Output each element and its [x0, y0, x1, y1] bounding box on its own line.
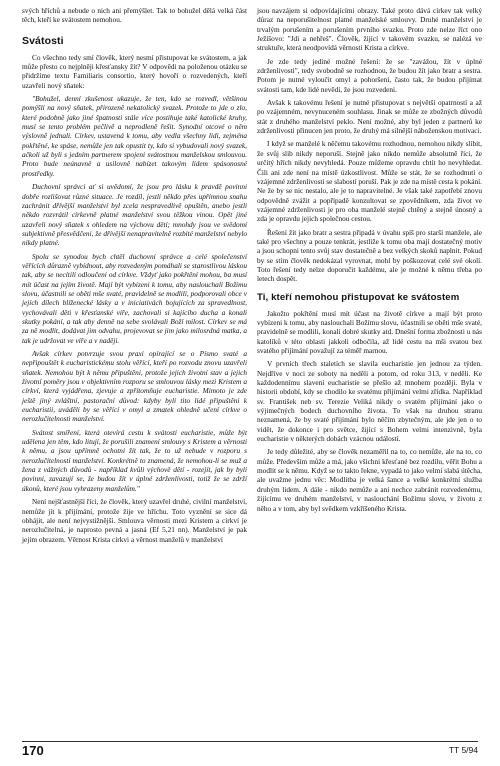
- quote-paragraph: Duchovní správci ať si uvědomí, že jsou pro lásku k pravdě povinni dobře rozlišovat různé situace. Je rozdíl, jestli někdo přes upřímnou snahu zachránit dřívější manželství byl zcela nespravedlivě opuštěn, anebo jestli někdo rozvrátil církevně platné manželství svou těžkou vinou. Opět jiné uzavřeli nový sňatek s ohledem na výchovu dětí; mnohdy jsou ve svědomí subjektivně přesvědčeni, že dřívější nenapravitelně rozbité manželství nebylo nikdy platné.: [22, 182, 247, 248]
- section-heading: Svátosti: [22, 34, 64, 47]
- paragraph: I když se manželé k něčemu takovému rozhodnou, nemohou nikdy slíbit, že svůj slib nikdy neporuší. Stejně jako nikdo nemůže absolutně říci, že určitý hřích nikdy nevyhledá. Pouze můžeme opravdu chtít ho nevyhledat. Čili ani zde není na místě úzkostlivost. Může se stát, že se rozhodnutí o vzájemné zdrženlivosti se slabostí poruší. Pak je zde na místě cesta k pokání. Ne že by se nic nestalo, ale je to napravitelné. Je však také zapotřebí znovu odpovědně zvážit a popřípadě konzultovat se zpovědníkem, zda život ve vzájemné zdrženlivosti je pro oba manželé stejně chtěný a stejně únosný a zda je opravdu jejich společnou cestou.: [257, 139, 482, 224]
- paragraph: Je zde tedy jediné možné řešení: že se "zavážou, žít v úplné zdrženlivosti", tedy svobodně se rozhodnou, že budou žít jako bratr a sestra. Potom je nutné vyloučit omyl a pohoršení, často tak, že budou přijímat svátosti tam, kde lidé nevědí, že jsou rozvedeni.: [257, 56, 482, 94]
- italic-quote-block: [22, 94, 247, 493]
- page-footer: [22, 741, 478, 758]
- paragraph: Avšak k takovému řešení je nutné přistupovat s největší opatrností a až po vzájemném, nevynuceném souhlasu. Jinak se může ze zbožných důvodů stát z druhého manželství peklo. Není možné, aby byl jeden z partnerů ke zdrženlivosti přinucen jen proto, že druhý má silnější náboženskou motivaci.: [257, 98, 482, 136]
- page-number: 170: [22, 743, 44, 758]
- paragraph: Jakožto pokřtění musí mít účast na životě církve a mají být proto vybízeni k tomu, aby naslouchali Božímu slovu, účastnili se oběti mše svaté, pravidelně se modlili, konali dobré skutky atd. Dnešní forma zbožnosti u nás katolíků v této oblasti jakkoli odbočila, až lidé cestu na mši svatou bez svatého přijímání považují za téměř marnou.: [257, 308, 482, 355]
- paragraph: Je tedy důležité, aby se člověk nezaměřil na to, co nemůže, ale na to, co může. Především může a má, jako všichni křesťané bez rozdílu, věřit Bohu a modlit se k němu. Když se to takto řekne, vypadá to jako velmi slabá útěcha, ale uvažme jednu věc: Modlitba je velká šance a velké konkrétní služba druhým lidem. A dále - nikdo nemůže a ani nechce zabránit rozvedenému, žijícímu ve druhém manželství, v naslouchání Božímu slovu, v životu z něho a v tom, aby byl svědkem vzkříšeného Krista.: [257, 447, 482, 513]
- paragraph: jsou navzájem si odpovídajícími obrazy. Také proto dává církev tak velký důraz na neporušitelnost platné manželské smlouvy. Druhé manželství je trvalým porušením a porušením prvního svazku. Proto zde nelze říct ono Ježíšovo: "Jdi a nehřeš". Člověk, žijící v takovém svazku, se nalézá ve struktuře, která neodpovídá věrnosti Krista a církve.: [257, 6, 482, 53]
- quote-paragraph: Svátost smíření, která otevírá cestu k svátosti eucharistie, může být udělena jen těm, kdo litují, že porušili znamení smlouvy s Kristem a věrnosti k němu, a jsou upřímně ochotni žít tak, že to už nebude v rozporu s nerozlučitelností manželství. Konkrétně to znamená, že nemohou-li se muž a žena z vážných důvodů - například kvůli výchově dětí - rozejít, jak by byli povinni, zavazují se, že budou žít v úplné zdrženlivosti, totiž že se zdrží úkonů, které jsou vyhrazeny manželům.": [22, 427, 247, 493]
- paragraph: V prvních třech staletích se slavila eucharistie jen jednou za týden. Nejdříve v noci ze soboty na neděli a potom, od roku 313, v neděli. Ke každodennímu slavení eucharistie se přešlo až mnohem později. Byla v historii období, kdy se chodilo ke svatému přijímání velmi zřídka. Například sv. František neb sv. Terezie Veliká nikdy o svatém přijímání jako o výjimečných bodech duchovního života. To však na druhou stranu neznamená, že by svaté přijímání bylo něčím zbytečným, ale jde jen o to vidět, že dokonce i pro světce, žijící s Bohem velmi intenzivně, byla eucharistie v některých dobách vzácnou událostí.: [257, 359, 482, 444]
- quote-paragraph: "Bohužel, denní zkušenost ukazuje, že ten, kdo se rozvedl, většinou pomýšlí na nový sňatek, přirozeně nekatolický svazek. Protože to jde o zlo, které podobně jako jiné špatnosti stále více postihuje také katolické kruhy, musí se tento problém pečlivě a neprodleně řešit. Synodní otcové o něm výslovně jednali. Církev, ustavená k tomu, aby vedla všechny lidi, zejména pokřtěné, ke spáse, nemůže jen tak opustit ty, kdo si vybudovali nový svazek, ačkoli už byli s jedním partnerem spojeni svátostnou manželskou smlouvou. Proto bude neúnavně a usilovně nabízet takovým lidem spásonosné prostředky.: [22, 94, 247, 178]
- left-column: [22, 6, 247, 548]
- paragraph: Řešení žít jako bratr a sestra připadá v úvahu spíš pro starší manžele, ale také pro všechny a pouze tenkrát, jestliže k tomu oba mají dostatečný motiv a jsou schopni tento svůj stav dostatečně a bez velkých skoků naplnit. Pokud by se stím člověk nedokázal vyrovnat, mohl by poškozovat celé své okolí. Toto řešení tedy nelze doporučit každému, ale je možné k němu třeba po letech dospět.: [257, 227, 482, 284]
- issue-label: TT 5/94: [448, 745, 478, 755]
- right-column: [257, 6, 482, 517]
- paragraph: Co všechno tedy smí člověk, který nesmí přistupovat ke svátostem, a jak může přesto co nejplněji křesťansky žít? V odpovědi na položenou otázku se přidržíme textu Familiaris consortio, který hovoří o rozvedených, kteří uzavřeli nový sňatek:: [22, 52, 247, 90]
- quote-paragraph: Spolu se synodou bych chtěl duchovní správce a celé společenství věřících důrazně vybídnout, aby rozvedeným pomáhali se starostlivou láskou tak, aby se necítili odloučeni od církve. Vždyť jako pokřtění mohou, ba musí mít účast na jejím životě. Mají být vybízeni k tomu, aby naslouchali Božímu slovu, účastnili se oběti mše svaté, pravidelně se modlili, podporovali obce v jejích dílech blíženecké lásky a v iniciativách bojujících za spravedlnost, vychovávali děti v křesťanské víře, zachovali si kajícího ducha a konali skutky pokání, a tak aby denně na sebe svolávali Boží milost. Církev se má za ně modlit, dodávat jim odvahu, projevovat se jim jako milosrdná matka, a tak je udržovat ve víře a v naději.: [22, 251, 247, 345]
- quote-paragraph: Avšak církev potvrzuje svou praxi opírající se o Písmo svaté a nepřipouštět k eucharistickému stolu věřící, kteří po rozvodu znovu uzavřeli sňatek. Nemohou být k němu připuštěni, protože jejich životní stav a jejich životní poměry jsou v objektivním rozporu se smlouvou lásky mezi Kristem a církví, která vyjádřena, zjevuje a zpřítomňuje eucharistie. Mimoto je zde ještě jiný zvláštní, pastorační důvod: kdyby byli tito lidé připuštěni k eucharistii, uváděli by se věřící v omyl a zmatek ohledně učení církve o nerozlučitelnosti manželství.: [22, 349, 247, 424]
- section-heading: Ti, kteří nemohou přistupovat ke svátostem: [257, 291, 460, 303]
- paragraph: Není nejšťastnější říci, že člověk, který uzavřel druhé, civilní manželství, nemůže jít k přijímání, protože žije ve hříchu. Toto vyznění se sice dá obhájit, ale není nejvystižnější. Smlouva věrnosti mezi Kristem a církví je nerozlučitelná, je naprosto pevná a jasná (Ef 5,21 nn). Manželství je pak jejím obrazem. Věrnost Krista církvi a věrnost manželů v manželství: [22, 497, 247, 544]
- paragraph: svých hříchů a nebude o nich ani přemýšlet. Tak to bohužel dělá velká část těch, kteří ke svátostem nemohou.: [22, 6, 247, 25]
